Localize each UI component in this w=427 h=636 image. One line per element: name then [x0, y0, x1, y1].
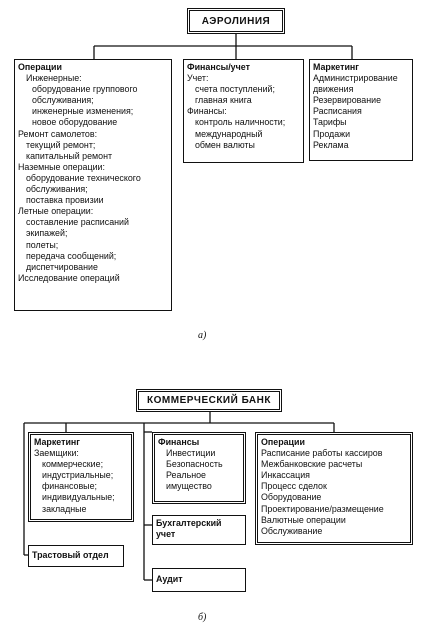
box-line-item: главная книга [195, 95, 252, 106]
box-line-item: финансовые; [42, 481, 97, 492]
airline-marketing-box [309, 59, 413, 161]
caption-b: б) [198, 612, 207, 623]
box-line-item: контроль наличности; [195, 117, 286, 128]
box-line-item: закладные [42, 503, 87, 514]
audit-box [152, 568, 246, 592]
box-line-item: текущий ремонт; [26, 139, 96, 150]
box-line-item: Наземные операции: [18, 161, 105, 172]
box-line-item: Расписание работы кассиров [261, 448, 383, 459]
box-title: Операции [261, 437, 305, 447]
box-line-item: коммерческие; [42, 459, 104, 470]
box-line-item: имущество [166, 481, 212, 492]
box-line-item: Оборудование [261, 492, 322, 503]
accounting-box [152, 515, 246, 545]
root-node-airline: АЭРОЛИНИЯ [187, 8, 285, 34]
caption-a: а) [198, 330, 207, 341]
box-title-line2: учет [156, 529, 176, 540]
box-line-item: Тарифы [313, 117, 347, 128]
box-line-item: Учет: [187, 73, 209, 84]
box-line-item: Заемщики: [34, 448, 79, 459]
airline-operations-box [14, 59, 172, 311]
box-title: Финансы/учет [187, 62, 250, 72]
box-line-item: движения [313, 84, 354, 95]
box-line-item: Инженерные: [26, 73, 82, 84]
bank-finance-box [152, 432, 246, 504]
box-line-item: Обслуживание [261, 525, 323, 536]
box-line-item: поставка провизии [26, 195, 104, 206]
box-title: Маркетинг [34, 437, 80, 447]
box-title: Маркетинг [313, 62, 359, 72]
box-line-item: Ремонт самолетов: [18, 128, 98, 139]
box-line-item: оборудование технического [26, 172, 141, 183]
trust-department-box [28, 545, 124, 567]
root-node-commercial-bank: КОММЕРЧЕСКИЙ БАНК [136, 389, 282, 412]
box-line-item: обслуживания; [32, 95, 94, 106]
box-line-item: капитальный ремонт [26, 150, 113, 161]
box-line-item: Финансы: [187, 106, 227, 117]
box-title: Финансы [158, 437, 200, 447]
box-title: Трастовый отдел [32, 550, 109, 560]
box-line-item: Продажи [313, 128, 351, 139]
box-title: Операции [18, 62, 62, 72]
box-line-item: обмен валюты [195, 139, 255, 150]
box-line-item: новое оборудование [32, 117, 118, 128]
box-line-item: индустриальные; [42, 470, 114, 481]
box-line-item: Безопасность [166, 459, 223, 470]
box-line-item: инженерные изменения; [32, 106, 134, 117]
box-line-item: Процесс сделок [261, 481, 327, 492]
box-line-item: индивидуальные; [42, 492, 115, 503]
box-line-item: составление расписаний [26, 217, 129, 228]
box-line-item: Реклама [313, 139, 349, 150]
box-line-item: оборудование группового [32, 84, 138, 95]
airline-finance-box [183, 59, 304, 163]
box-line-item: Расписания [313, 106, 362, 117]
bank-marketing-box [28, 432, 134, 522]
box-line-item: диспетчирование [26, 261, 98, 272]
box-line-item: Проектирование/размещение [261, 503, 384, 514]
box-title: Бухгалтерский [156, 518, 222, 528]
box-line-item: Межбанковские расчеты [261, 459, 363, 470]
box-line-item: счета поступлений; [195, 84, 275, 95]
box-line-item: экипажей; [26, 228, 68, 239]
box-title: Аудит [156, 574, 183, 584]
box-line-item: Реальное [166, 470, 206, 481]
box-line-item: Исследование операций [18, 272, 120, 283]
box-line-item: международный [195, 128, 263, 139]
bank-operations-box [255, 432, 413, 545]
box-line-item: полеты; [26, 239, 59, 250]
box-line-item: обслуживания; [26, 184, 88, 195]
box-line-item: Администрирование [313, 73, 398, 84]
box-line-item: Летные операции: [18, 206, 94, 217]
box-line-item: Резервирование [313, 95, 381, 106]
box-line-item: Инвестиции [166, 448, 216, 459]
box-line-item: Инкассация [261, 470, 310, 481]
box-line-item: передача сообщений; [26, 250, 117, 261]
box-line-item: Валютные операции [261, 514, 346, 525]
